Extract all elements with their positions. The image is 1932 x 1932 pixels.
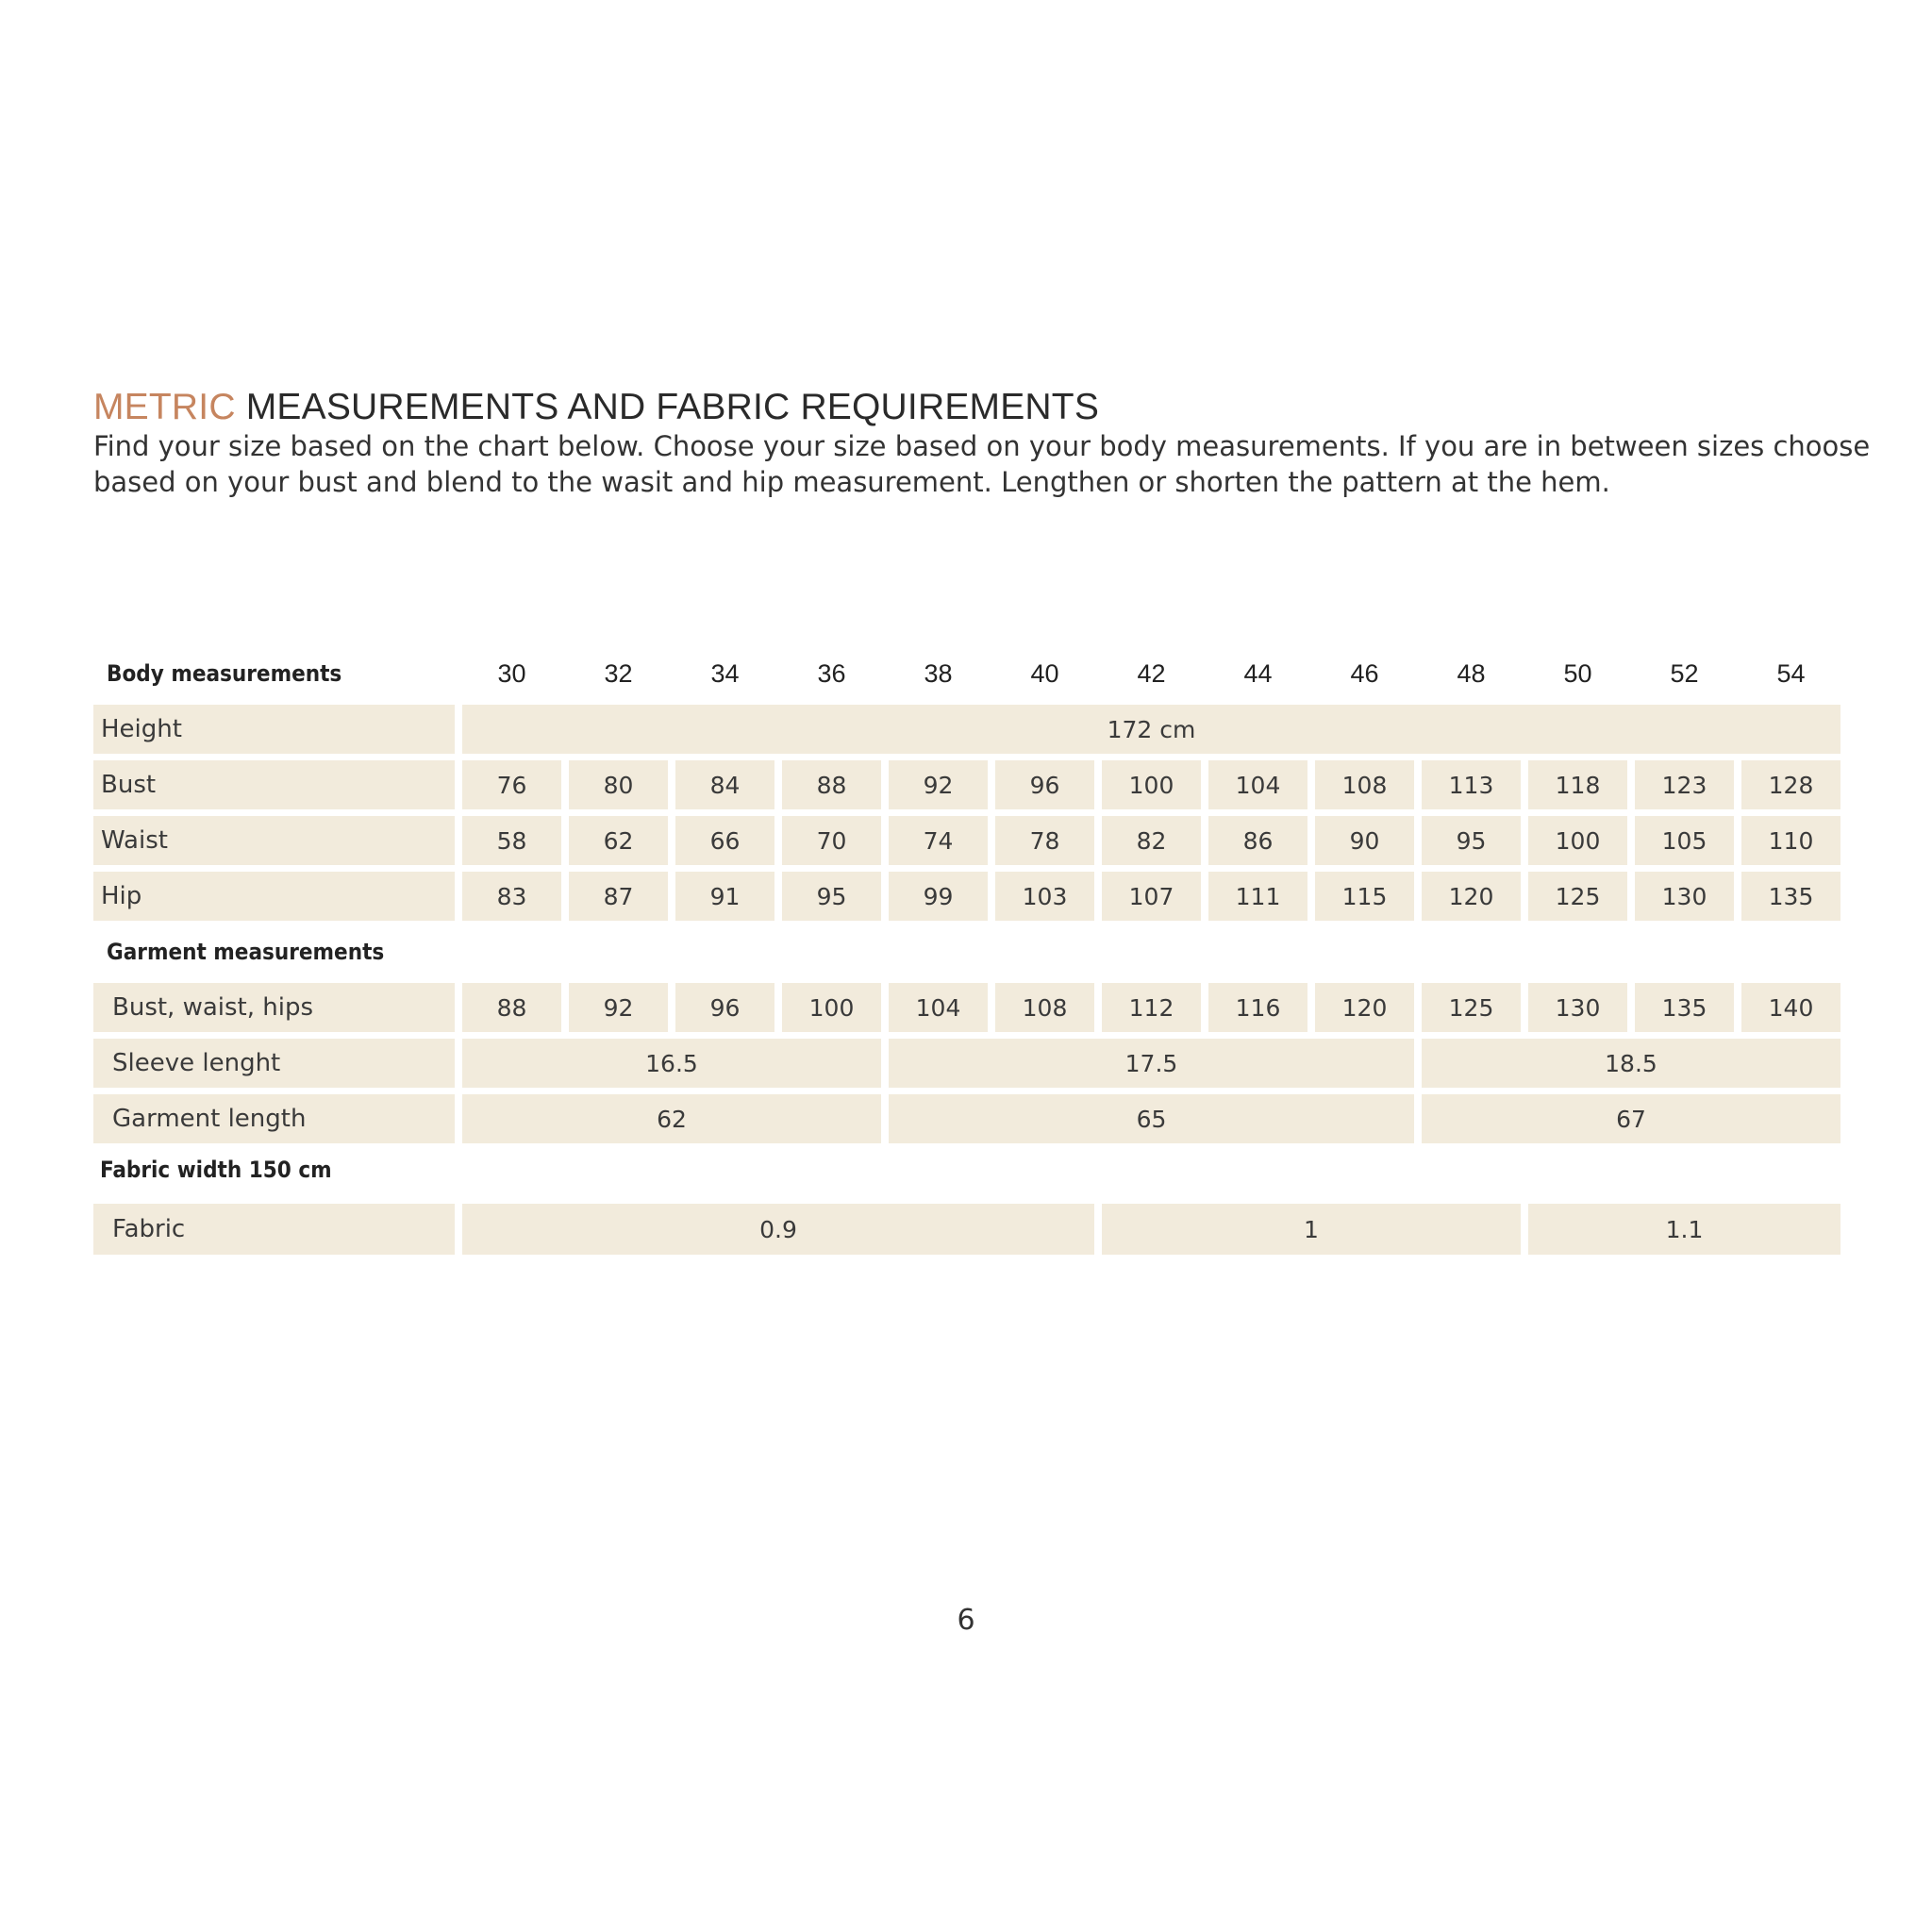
- garment-bwh-cell: 130: [1528, 983, 1627, 1032]
- garment-bwh-cell: 88: [462, 983, 561, 1032]
- sleeve-length-label: Sleeve lenght: [93, 1039, 455, 1088]
- waist-cell: 82: [1102, 816, 1201, 865]
- height-label: Height: [93, 705, 455, 754]
- waist-cell: 74: [889, 816, 988, 865]
- garment-bwh-label: Bust, waist, hips: [93, 983, 455, 1032]
- waist-cell: 86: [1208, 816, 1307, 865]
- page-number: 6: [957, 1604, 975, 1637]
- fabric-width-header: Fabric width 150 cm: [100, 1157, 332, 1183]
- hip-cell: 107: [1102, 872, 1201, 921]
- waist-cell: 70: [782, 816, 881, 865]
- bust-cell: 100: [1102, 760, 1201, 809]
- garment-bwh-cell: 116: [1208, 983, 1307, 1032]
- size-header: 52: [1670, 658, 1699, 688]
- garment-bwh-cell: 104: [889, 983, 988, 1032]
- sleeve-length-cell: 17.5: [889, 1039, 1414, 1088]
- size-header: 34: [710, 658, 740, 688]
- garment-bwh-cell: 140: [1741, 983, 1840, 1032]
- garment-measurements-header: Garment measurements: [107, 939, 385, 965]
- bust-cell: 80: [569, 760, 668, 809]
- bust-label: Bust: [93, 760, 455, 809]
- bust-cell: 128: [1741, 760, 1840, 809]
- bust-cell: 113: [1422, 760, 1521, 809]
- garment-bwh-cell: 108: [995, 983, 1094, 1032]
- sleeve-length-cell: 18.5: [1422, 1039, 1840, 1088]
- garment-bwh-cell: 112: [1102, 983, 1201, 1032]
- hip-label: Hip: [93, 872, 455, 921]
- waist-cell: 66: [675, 816, 774, 865]
- size-header: 54: [1776, 658, 1806, 688]
- waist-cell: 105: [1635, 816, 1734, 865]
- garment-bwh-cell: 135: [1635, 983, 1734, 1032]
- size-header: 44: [1243, 658, 1273, 688]
- page-title: [93, 387, 1099, 428]
- garment-length-label: Garment length: [93, 1094, 455, 1143]
- garment-bwh-cell: 100: [782, 983, 881, 1032]
- height-value: 172 cm: [462, 705, 1840, 754]
- waist-cell: 78: [995, 816, 1094, 865]
- hip-cell: 103: [995, 872, 1094, 921]
- size-header: 38: [924, 658, 953, 688]
- waist-cell: 62: [569, 816, 668, 865]
- hip-cell: 91: [675, 872, 774, 921]
- bust-cell: 92: [889, 760, 988, 809]
- size-header: 32: [604, 658, 633, 688]
- size-header: 30: [497, 658, 526, 688]
- waist-cell: 100: [1528, 816, 1627, 865]
- waist-cell: 110: [1741, 816, 1840, 865]
- bust-cell: 118: [1528, 760, 1627, 809]
- bust-cell: 104: [1208, 760, 1307, 809]
- bust-cell: 88: [782, 760, 881, 809]
- size-chart-table: [93, 649, 1848, 1255]
- fabric-cell: 1: [1102, 1204, 1521, 1255]
- garment-length-cell: 67: [1422, 1094, 1840, 1143]
- waist-cell: 95: [1422, 816, 1521, 865]
- hip-cell: 125: [1528, 872, 1627, 921]
- hip-cell: 99: [889, 872, 988, 921]
- waist-cell: 58: [462, 816, 561, 865]
- garment-bwh-cell: 96: [675, 983, 774, 1032]
- waist-cell: 90: [1315, 816, 1414, 865]
- bust-cell: 123: [1635, 760, 1734, 809]
- hip-cell: 135: [1741, 872, 1840, 921]
- hip-cell: 115: [1315, 872, 1414, 921]
- hip-cell: 87: [569, 872, 668, 921]
- fabric-label: Fabric: [93, 1204, 455, 1255]
- title-rest: MEASUREMENTS AND FABRIC REQUIREMENTS: [235, 387, 1100, 427]
- waist-label: Waist: [93, 816, 455, 865]
- intro-paragraph: Find your size based on the chart below. Choose your size based on your body measurements. If you are in between sizes choose based on your bust and blend to the wasit and hip measurement. Lengthen or shorten the pattern at the hem.: [93, 430, 1871, 498]
- bust-cell: 84: [675, 760, 774, 809]
- size-header: 36: [817, 658, 846, 688]
- hip-cell: 120: [1422, 872, 1521, 921]
- hip-cell: 111: [1208, 872, 1307, 921]
- title-accent: METRIC: [93, 387, 236, 427]
- garment-bwh-cell: 125: [1422, 983, 1521, 1032]
- sleeve-length-cell: 16.5: [462, 1039, 881, 1088]
- size-header: 42: [1137, 658, 1166, 688]
- hip-cell: 95: [782, 872, 881, 921]
- size-header: 48: [1457, 658, 1486, 688]
- garment-length-cell: 62: [462, 1094, 881, 1143]
- fabric-cell: 1.1: [1528, 1204, 1840, 1255]
- fabric-cell: 0.9: [462, 1204, 1094, 1255]
- size-header: 46: [1350, 658, 1379, 688]
- size-header: 50: [1563, 658, 1592, 688]
- bust-cell: 108: [1315, 760, 1414, 809]
- bust-cell: 76: [462, 760, 561, 809]
- garment-length-cell: 65: [889, 1094, 1414, 1143]
- garment-bwh-cell: 120: [1315, 983, 1414, 1032]
- hip-cell: 83: [462, 872, 561, 921]
- bust-cell: 96: [995, 760, 1094, 809]
- hip-cell: 130: [1635, 872, 1734, 921]
- garment-bwh-cell: 92: [569, 983, 668, 1032]
- size-header: 40: [1030, 658, 1059, 688]
- body-measurements-header: Body measurements: [107, 660, 342, 687]
